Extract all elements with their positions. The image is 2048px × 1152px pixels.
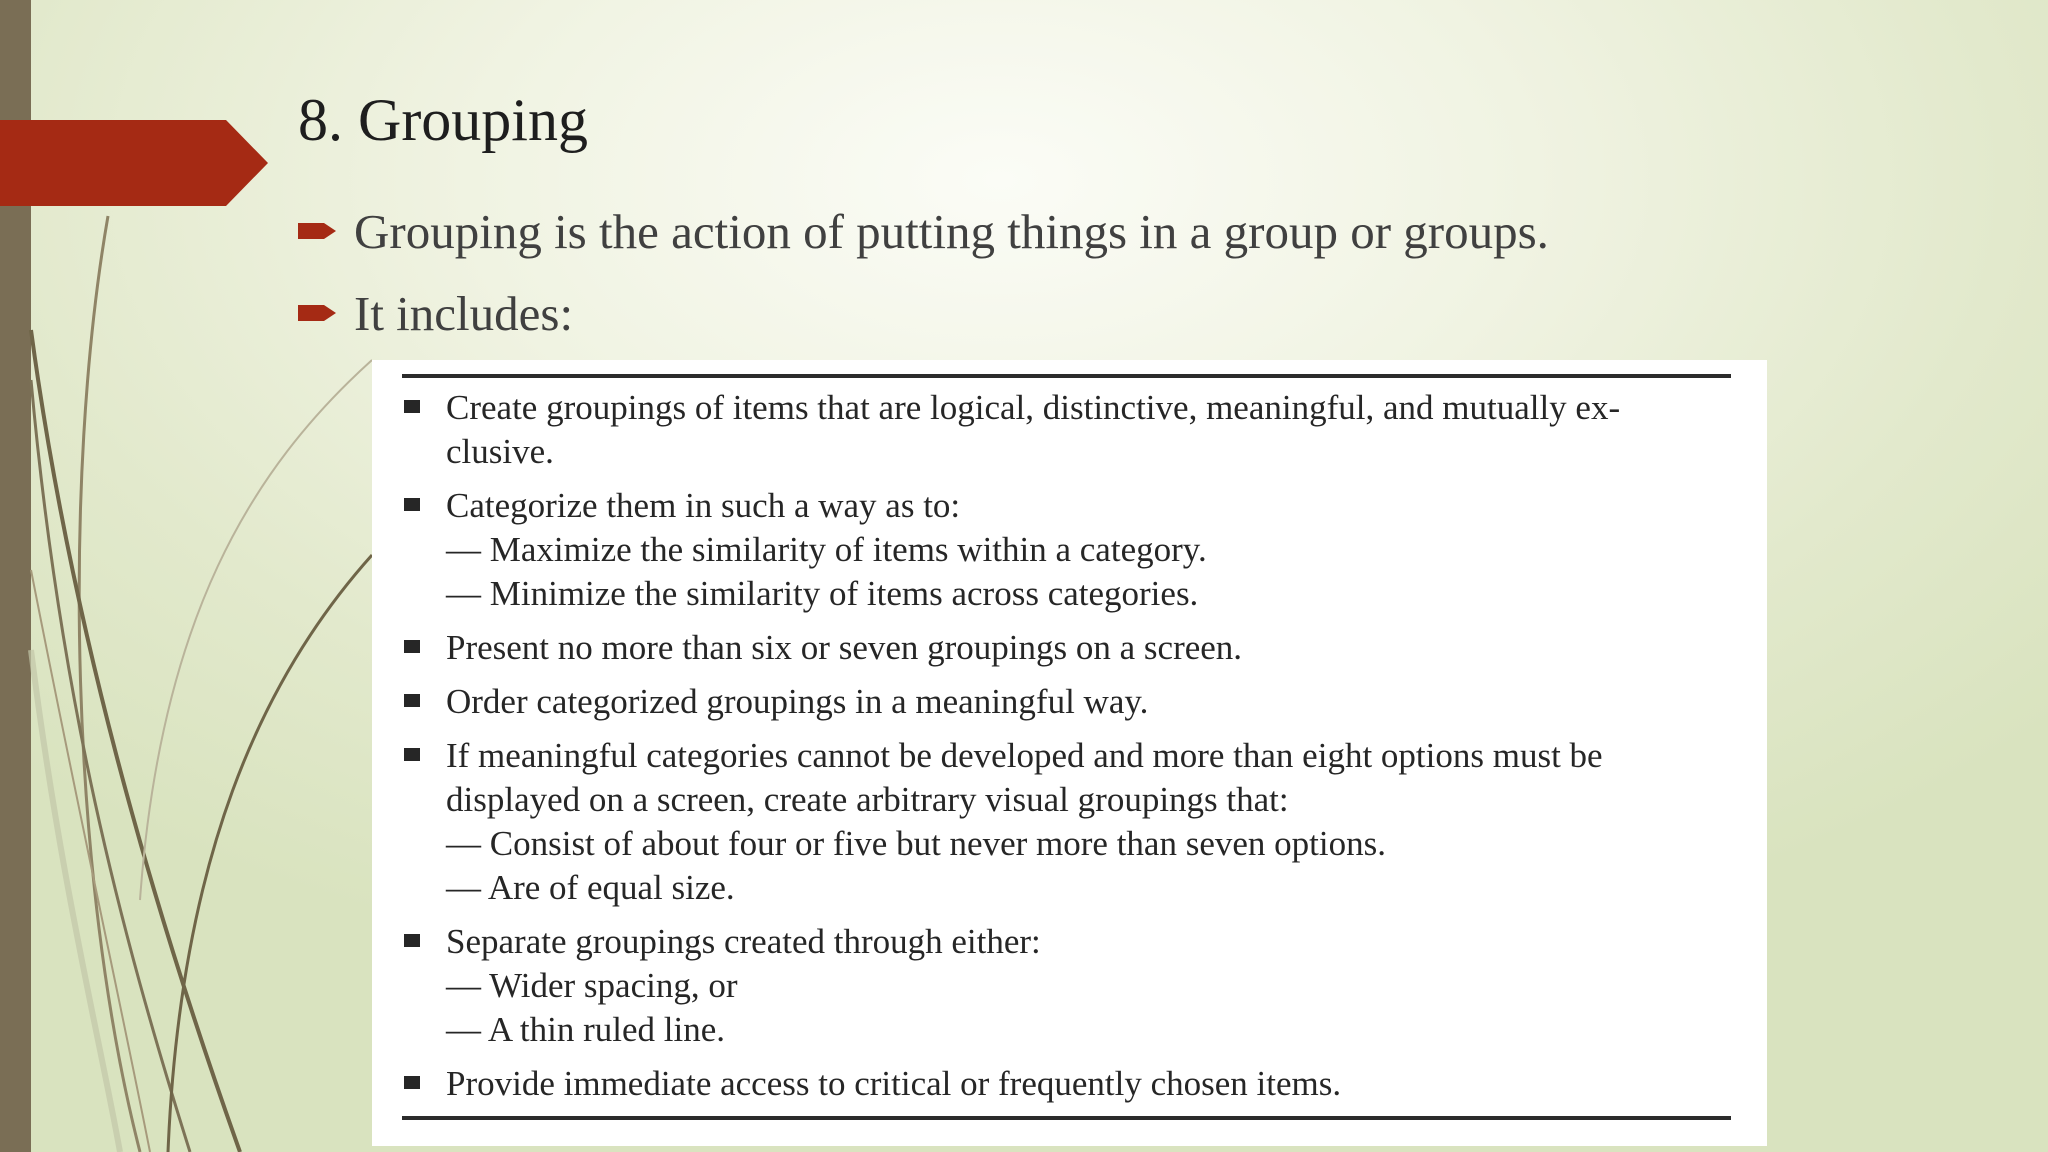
- guideline-subitem: — Maximize the similarity of items within a category.: [446, 530, 1207, 569]
- square-bullet-icon: [404, 498, 420, 511]
- square-bullet-icon: [404, 400, 420, 413]
- guideline-subitem: — Are of equal size.: [446, 868, 735, 907]
- guideline-text: Create groupings of items that are logical, distinctive, meaningful, and mutually ex- clusive.: [446, 388, 1621, 471]
- guideline-item: [402, 484, 1731, 616]
- main-bullet-text: It includes:: [354, 285, 574, 341]
- guideline-text: Separate groupings created through either:: [446, 922, 1041, 961]
- guidelines-list: [402, 386, 1731, 1106]
- guideline-subitem: — A thin ruled line.: [446, 1010, 726, 1049]
- guideline-subitem: — Consist of about four or five but never more than seven options.: [446, 824, 1386, 863]
- guideline-subitem: — Wider spacing, or: [446, 966, 738, 1005]
- guideline-text: If meaningful categories cannot be developed and more than eight options must be displayed on a screen, create arbitrary visual groupings that:: [446, 736, 1603, 819]
- guideline-text: Present no more than six or seven groupings on a screen.: [446, 628, 1243, 667]
- guideline-subitem: — Minimize the similarity of items across categories.: [446, 574, 1199, 613]
- guideline-item: [402, 734, 1731, 910]
- arrow-bullet-icon: [298, 218, 338, 244]
- guideline-text: Categorize them in such a way as to:: [446, 486, 961, 525]
- main-bullet-item: [298, 272, 1549, 354]
- top-rule: [402, 374, 1731, 378]
- main-bullet-text: Grouping is the action of putting things in a group or groups.: [354, 203, 1549, 259]
- main-bullet-item: [298, 190, 1549, 272]
- bottom-rule: [402, 1116, 1731, 1120]
- arrow-bullet-icon: [298, 300, 338, 326]
- guideline-text: Order categorized groupings in a meaningful way.: [446, 682, 1149, 721]
- square-bullet-icon: [404, 640, 420, 653]
- square-bullet-icon: [404, 748, 420, 761]
- title-arrow-tab: [0, 120, 270, 206]
- guideline-text: Provide immediate access to critical or frequently chosen items.: [446, 1064, 1342, 1103]
- guideline-item: [402, 920, 1731, 1052]
- guideline-item: [402, 626, 1731, 670]
- slide-title: 8. Grouping: [298, 87, 588, 153]
- square-bullet-icon: [404, 694, 420, 707]
- guideline-item: [402, 680, 1731, 724]
- square-bullet-icon: [404, 934, 420, 947]
- square-bullet-icon: [404, 1076, 420, 1089]
- main-bullet-list: [298, 190, 1549, 354]
- guidelines-excerpt-image: [372, 360, 1767, 1146]
- guideline-item: [402, 1062, 1731, 1106]
- guideline-item: [402, 386, 1731, 474]
